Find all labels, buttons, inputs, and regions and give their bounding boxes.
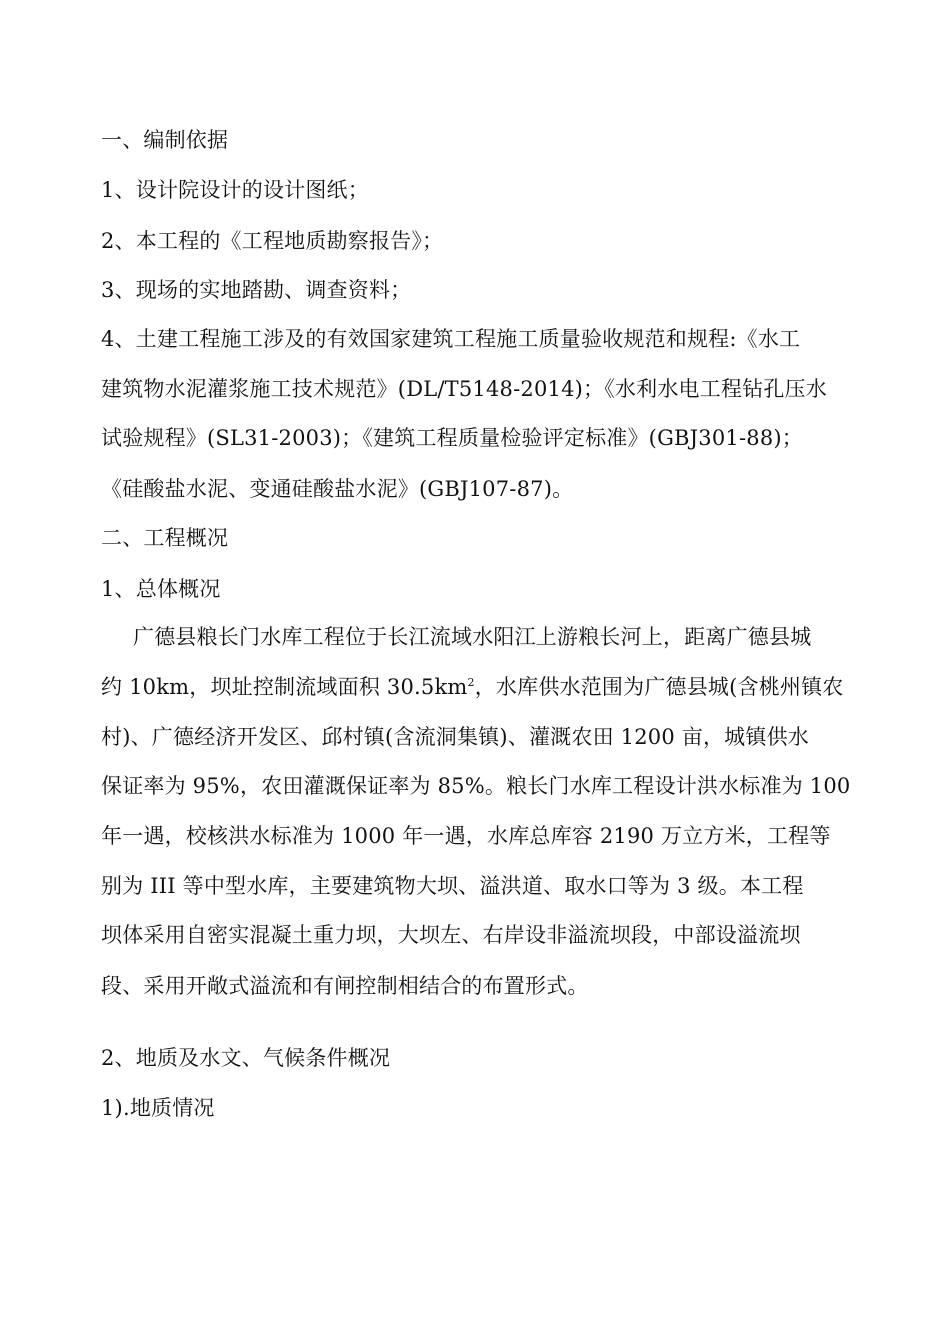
- superscript-two: 2: [467, 676, 475, 689]
- overview-paragraph-line-8: 段、采用开敞式溢流和有闸控制相结合的布置形式。: [101, 974, 589, 998]
- basis-item-4-line-1: 4、土建工程施工涉及的有效国家建筑工程施工质量验收规范和规程:《水工: [101, 327, 801, 351]
- section-heading-overview: 二、工程概况: [101, 526, 229, 550]
- basis-item-4-line-3: 试验规程》(SL31-2003)；《建筑工程质量检验评定标准》(GBJ301-88)；: [101, 426, 803, 450]
- section-heading-basis: 一、编制依据: [101, 128, 229, 152]
- basis-item-4-line-2: 建筑物水泥灌浆施工技术规范》(DL/T5148-2014)；《水利水电工程钻孔压水: [101, 377, 827, 401]
- overview-paragraph-line-2: [101, 672, 861, 702]
- overview-paragraph-line-3: 村)、广德经济开发区、邱村镇(含流洞集镇)、灌溉农田 1200 亩，城镇供水: [101, 725, 809, 749]
- overview-line-2-text-b: ，水库供水范围为广德县城(含桃州镇农: [474, 675, 844, 699]
- overview-paragraph-line-7: 坝体采用自密实混凝土重力坝，大坝左、右岸设非溢流坝段，中部设溢流坝: [101, 923, 801, 947]
- subsection-heading-geology-hydrology: 2、地质及水文、气候条件概况: [101, 1046, 391, 1070]
- overview-line-2-text-a: 约 10km，坝址控制流域面积 30.5km: [101, 675, 468, 699]
- basis-item-4-line-4: 《硅酸盐水泥、变通硅酸盐水泥》(GBJ107-87)。: [101, 477, 574, 501]
- basis-item-3: 3、现场的实地踏勘、调查资料；: [101, 278, 412, 302]
- geology-item-heading: 1).地质情况: [101, 1096, 215, 1120]
- basis-item-1: 1、设计院设计的设计图纸；: [101, 178, 369, 202]
- overview-paragraph-line-6: 别为 III 等中型水库，主要建筑物大坝、溢洪道、取水口等为 3 级。本工程: [101, 874, 804, 898]
- subsection-heading-general: 1、总体概况: [101, 577, 221, 601]
- basis-item-2: 2、本工程的《工程地质勘察报告》；: [101, 229, 444, 253]
- overview-paragraph-line-1: 广德县粮长门水库工程位于长江流域水阳江上游粮长河上，距离广德县城: [133, 625, 812, 649]
- overview-paragraph-line-5: 年一遇，校核洪水标准为 1000 年一遇，水库总库容 2190 万立方米，工程等: [101, 824, 831, 848]
- overview-paragraph-line-4: 保证率为 95%，农田灌溉保证率为 85%。粮长门水库工程设计洪水标准为 100: [101, 774, 851, 798]
